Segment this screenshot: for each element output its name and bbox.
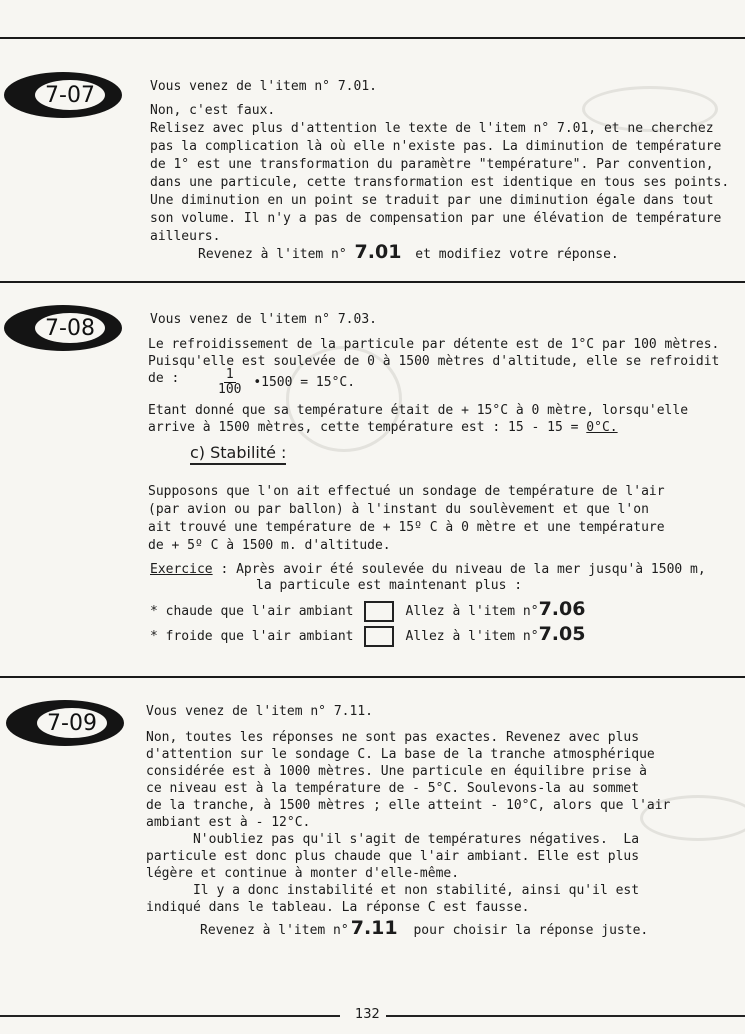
- return-prefix: Revenez à l'item n°: [200, 923, 349, 938]
- exercise-label: Exercice: [150, 562, 213, 577]
- return-suffix: pour choisir la réponse juste.: [413, 923, 649, 938]
- fraction-numerator: 1: [225, 367, 234, 382]
- body-line: [148, 419, 618, 437]
- option-item-link[interactable]: 7.06: [538, 598, 586, 620]
- body-line: Le refroidissement de la particule par détente est de 1°C par 100 mètres.: [148, 337, 720, 352]
- option-text: * chaude que l'air ambiant: [150, 604, 354, 619]
- body-text: arrive à 1500 mètres, cette température est : 15 - 15 =: [148, 420, 579, 435]
- body-line: Relisez avec plus d'attention le texte de l'item n° 7.01, et ne cherchez: [150, 121, 714, 136]
- body-line: N'oubliez pas qu'il s'agit de températures négatives. La: [146, 832, 640, 847]
- section-divider: [0, 37, 745, 39]
- item-badge-707: [4, 72, 122, 118]
- body-line: (par avion ou par ballon) à l'instant du soulèvement et que l'on: [148, 502, 649, 517]
- option-goto: Allez à l'item n°: [405, 604, 539, 619]
- result-value: 0°C.: [586, 420, 618, 435]
- fraction: [218, 368, 241, 397]
- body-line: particule est donc plus chaude que l'air ambiant. Elle est plus: [146, 849, 640, 864]
- body-line: Supposons que l'on ait effectué un sondage de température de l'air: [148, 484, 665, 499]
- return-instruction: [200, 916, 648, 943]
- answer-option[interactable]: [150, 623, 585, 648]
- section-divider: [0, 281, 745, 283]
- page-number: 132: [355, 1007, 380, 1022]
- body-line: ambiant est à - 12°C.: [146, 815, 311, 830]
- section-heading: [190, 444, 286, 465]
- return-suffix: et modifiez votre réponse.: [415, 247, 619, 262]
- return-item-link[interactable]: 7.11: [350, 917, 398, 939]
- return-instruction: [198, 240, 619, 267]
- body-line: légère et continue à monter d'elle-même.: [146, 866, 460, 881]
- body-line: de la tranche, à 1500 mètres ; elle atteint - 10°C, alors que l'air: [146, 798, 671, 813]
- option-item-link[interactable]: 7.05: [538, 623, 586, 645]
- body-line: ailleurs.: [150, 229, 221, 244]
- intro-text: Vous venez de l'item n° 7.01.: [150, 79, 377, 94]
- option-checkbox[interactable]: [364, 626, 394, 647]
- item-badge-708: [4, 305, 122, 351]
- item-number: 7-08: [35, 313, 105, 343]
- heading-text: c) Stabilité :: [190, 443, 287, 462]
- body-line: ce niveau est à la température de - 5°C. Soulevons-la au sommet: [146, 781, 640, 796]
- body-line: Il y a donc instabilité et non stabilité, ainsi qu'il est: [146, 883, 640, 898]
- calculation: [214, 368, 355, 397]
- footer-rule-left: [0, 1015, 340, 1017]
- body-line: de :: [148, 371, 180, 386]
- option-checkbox[interactable]: [364, 601, 394, 622]
- body-line: pas la complication là où elle n'existe pas. La diminution de température: [150, 139, 722, 154]
- option-goto: Allez à l'item n°: [405, 629, 539, 644]
- exercise-text: : Après avoir été soulevée du niveau de la mer jusqu'à 1500 m,: [212, 562, 706, 577]
- return-item-link[interactable]: 7.01: [354, 241, 402, 263]
- body-line: de 1° est une transformation du paramètre "température". Par convention,: [150, 157, 714, 172]
- body-line: indiqué dans le tableau. La réponse C est fausse.: [146, 900, 530, 915]
- item-number: 7-07: [35, 80, 105, 110]
- answer-option[interactable]: [150, 598, 585, 623]
- body-line: Puisqu'elle est soulevée de 0 à 1500 mètres d'altitude, elle se refroidit: [148, 354, 720, 369]
- item-number: 7-09: [37, 708, 107, 738]
- item-badge-709: [6, 700, 124, 746]
- exercise-line: la particule est maintenant plus :: [256, 578, 523, 593]
- body-line: d'attention sur le sondage C. La base de la tranche atmosphérique: [146, 747, 655, 762]
- intro-text: Vous venez de l'item n° 7.11.: [146, 704, 373, 719]
- body-line: de + 5º C à 1500 m. d'altitude.: [148, 538, 391, 553]
- footer-rule-right: [386, 1015, 745, 1017]
- section-divider: [0, 676, 745, 678]
- body-line: Non, toutes les réponses ne sont pas exactes. Revenez avec plus: [146, 730, 640, 745]
- body-line: Une diminution en un point se traduit par une diminution égale dans tout: [150, 193, 714, 208]
- body-line: ait trouvé une température de + 15º C à 0 mètre et une température: [148, 520, 665, 535]
- body-line: Etant donné que sa température était de + 15°C à 0 mètre, lorsqu'elle: [148, 403, 689, 418]
- return-prefix: Revenez à l'item n°: [198, 247, 347, 262]
- fraction-denominator: 100: [218, 382, 242, 397]
- body-line: dans une particule, cette transformation est identique en tous ses points.: [150, 175, 730, 190]
- option-text: * froide que l'air ambiant: [150, 629, 354, 644]
- body-line: son volume. Il n'y a pas de compensation par une élévation de température: [150, 211, 722, 226]
- body-line: Non, c'est faux.: [150, 103, 276, 118]
- calculation-result: •1500 = 15°C.: [253, 375, 356, 390]
- intro-text: Vous venez de l'item n° 7.03.: [150, 312, 377, 327]
- body-line: considérée est à 1000 mètres. Une particule en équilibre prise à: [146, 764, 647, 779]
